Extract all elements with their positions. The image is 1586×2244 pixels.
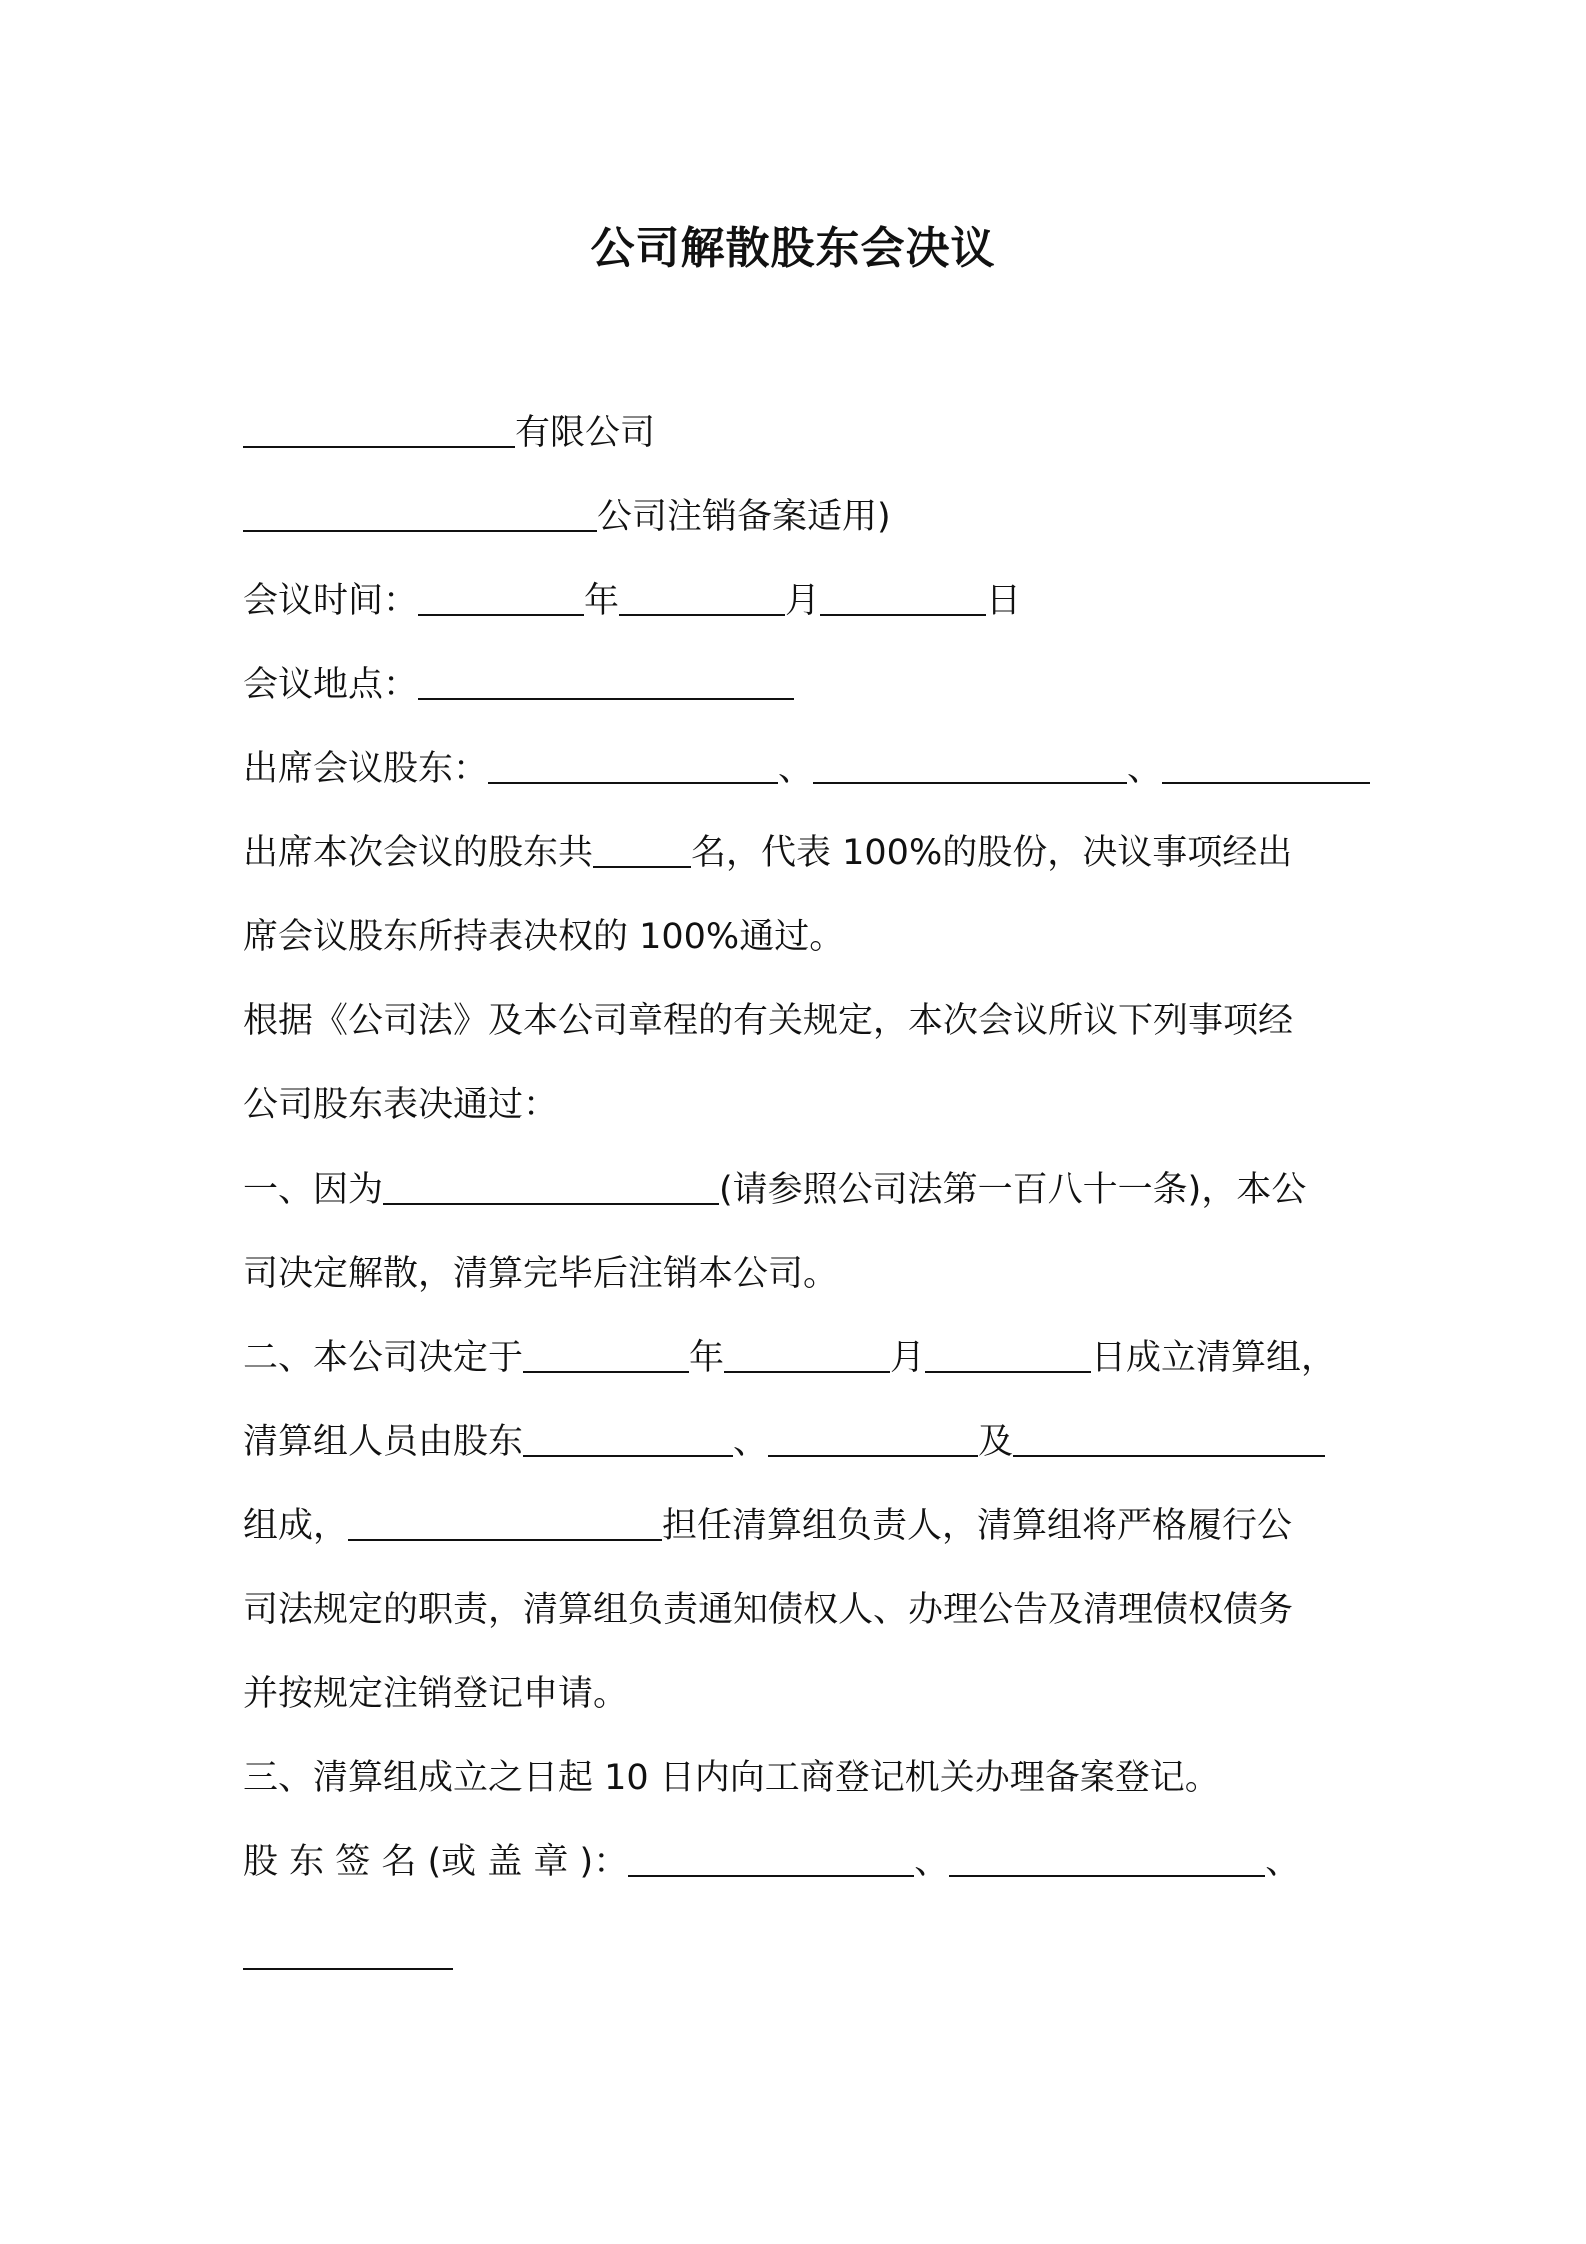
team-leader-text: 担任清算组负责人，清算组将严格履行公 <box>662 1506 1293 1546</box>
item-1-line-2 <box>243 1250 838 1298</box>
meeting-month-unit: 月 <box>785 581 821 621</box>
meeting-year-unit: 年 <box>584 581 620 621</box>
vote-result-text: 席会议股东所持表决权的 100%通过。 <box>243 917 845 957</box>
team-members-pre: 清算组人员由股东 <box>243 1422 524 1462</box>
attendee-3-blank[interactable] <box>1162 750 1370 784</box>
item-2-text-4: 司法规定的职责，清算组负责通知债权人、办理公告及清理债权债务 <box>243 1590 1294 1630</box>
legal-basis-line-1 <box>243 997 1293 1045</box>
item-2-line-4 <box>243 1586 1293 1634</box>
signature-1-blank[interactable] <box>628 1843 914 1877</box>
attendees-label: 出席会议股东： <box>243 749 489 789</box>
company-suffix: 有限公司 <box>515 413 656 453</box>
signature-line <box>243 1838 1300 1886</box>
item-1-text-2: 司决定解散，清算完毕后注销本公司。 <box>243 1254 839 1294</box>
meeting-place-line <box>243 661 794 709</box>
signature-3-blank[interactable] <box>243 1936 453 1970</box>
conjunction: 及 <box>978 1422 1014 1462</box>
team-year-unit: 年 <box>689 1338 725 1378</box>
meeting-time-line <box>243 577 1021 625</box>
registration-line <box>243 493 891 541</box>
meeting-month-blank[interactable] <box>619 582 785 616</box>
item-2-line-3 <box>243 1502 1292 1550</box>
registration-suffix: 公司注销备案适用) <box>597 497 891 537</box>
item-2-line-1 <box>243 1334 1336 1382</box>
team-member-2-blank[interactable] <box>768 1423 978 1457</box>
attendee-2-blank[interactable] <box>813 750 1127 784</box>
team-member-3-blank[interactable] <box>1013 1423 1325 1457</box>
item-1-pre: 一、因为 <box>243 1170 384 1210</box>
item-2-post: 日成立清算组， <box>1091 1338 1337 1378</box>
item-2-pre: 二、本公司决定于 <box>243 1338 524 1378</box>
separator: 、 <box>1265 1842 1301 1882</box>
meeting-place-label: 会议地点： <box>243 665 419 705</box>
company-name-blank[interactable] <box>243 414 515 448</box>
legal-basis-line-2 <box>243 1081 558 1129</box>
meeting-day-unit: 日 <box>986 581 1022 621</box>
item-1-post: (请参照公司法第一百八十一条)，本公 <box>719 1170 1307 1210</box>
registration-blank[interactable] <box>243 498 597 532</box>
company-name-line <box>243 409 655 457</box>
team-day-blank[interactable] <box>925 1339 1091 1373</box>
count-text-post: 名，代表 100%的股份，决议事项经出 <box>691 833 1293 873</box>
shareholder-count-blank[interactable] <box>593 834 691 868</box>
signature-2-blank[interactable] <box>949 1843 1265 1877</box>
meeting-day-blank[interactable] <box>820 582 986 616</box>
meeting-place-blank[interactable] <box>418 666 794 700</box>
item-2-line-5 <box>243 1670 628 1718</box>
item-2-text-5: 并按规定注销登记申请。 <box>243 1674 629 1714</box>
signature-label: 股 东 签 名 (或 盖 章 )： <box>243 1842 629 1882</box>
meeting-year-blank[interactable] <box>418 582 584 616</box>
team-year-blank[interactable] <box>523 1339 689 1373</box>
item-2-line-2 <box>243 1418 1325 1466</box>
meeting-time-label: 会议时间： <box>243 581 419 621</box>
document-title: 公司解散股东会决议 <box>590 223 996 274</box>
separator: 、 <box>778 749 814 789</box>
attendee-1-blank[interactable] <box>488 750 778 784</box>
separator: 、 <box>733 1422 769 1462</box>
item-3-line <box>243 1754 1220 1802</box>
team-leader-blank[interactable] <box>348 1507 662 1541</box>
team-month-unit: 月 <box>890 1338 926 1378</box>
team-member-1-blank[interactable] <box>523 1423 733 1457</box>
separator: 、 <box>1127 749 1163 789</box>
team-formed-text: 组成， <box>243 1506 349 1546</box>
legal-basis-text-2: 公司股东表决通过： <box>243 1085 559 1125</box>
item-1-line-1 <box>243 1166 1306 1214</box>
signature-line-2 <box>243 1931 453 1979</box>
count-text-pre: 出席本次会议的股东共 <box>243 833 594 873</box>
vote-result-line <box>243 913 844 961</box>
item-3-text: 三、清算组成立之日起 10 日内向工商登记机关办理备案登记。 <box>243 1758 1220 1798</box>
separator: 、 <box>914 1842 950 1882</box>
dissolution-reason-blank[interactable] <box>383 1171 719 1205</box>
shareholder-count-line <box>243 829 1292 877</box>
legal-basis-text-1: 根据《公司法》及本公司章程的有关规定，本次会议所议下列事项经 <box>243 1001 1294 1041</box>
team-month-blank[interactable] <box>724 1339 890 1373</box>
attendees-line <box>243 745 1370 793</box>
